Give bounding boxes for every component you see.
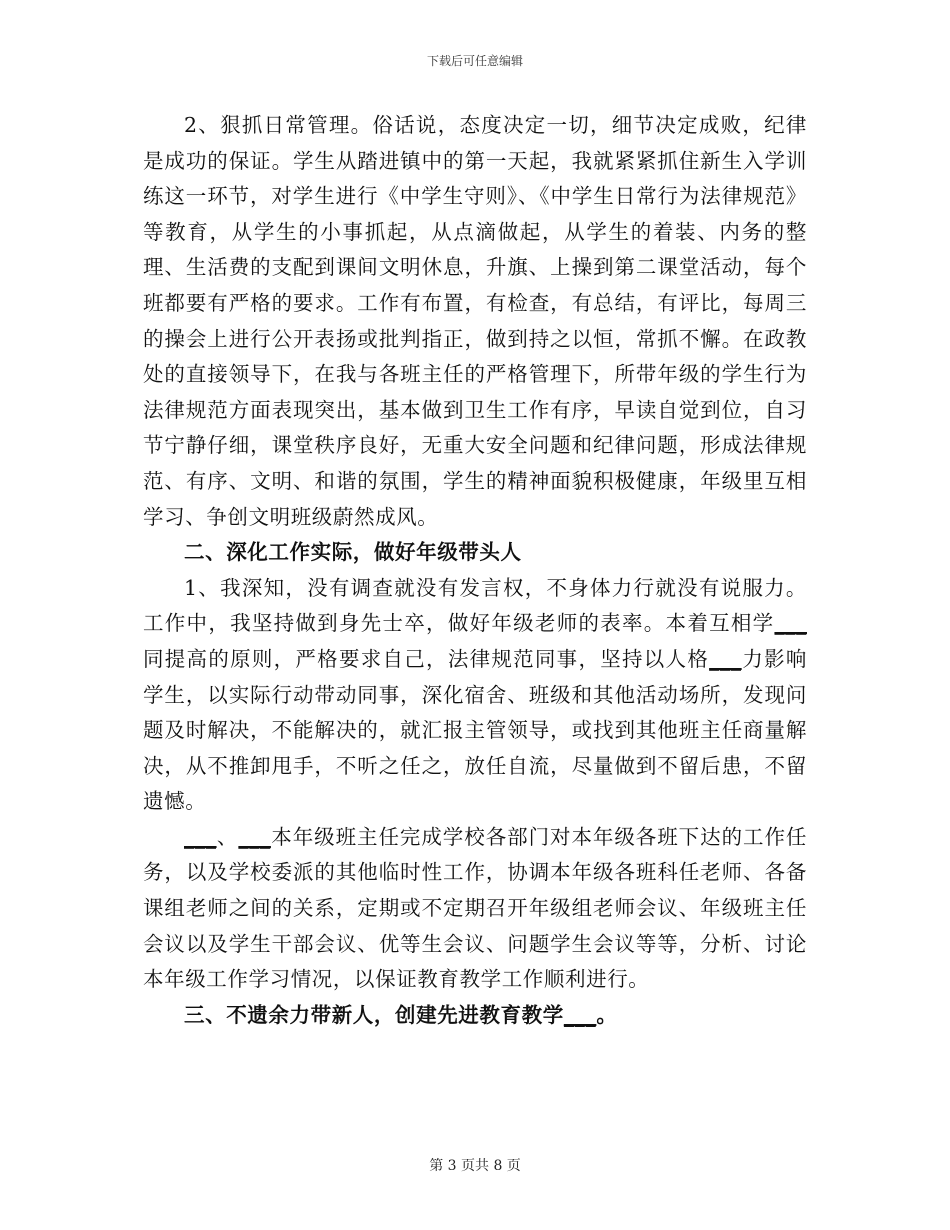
- heading-segment: 三、不遗余力带新人，创建先进教育教学: [184, 1002, 564, 1027]
- blank-fill: ___: [563, 1002, 597, 1027]
- blank-fill: ___: [184, 824, 217, 849]
- text-segment: 同提高的原则，严格要求自己，法律规范同事，坚持以人格: [143, 646, 710, 671]
- blank-fill: ___: [774, 611, 807, 636]
- text-segment: 、: [216, 824, 239, 849]
- section-heading-3: [143, 998, 807, 1034]
- text-segment: 本年级班主任完成学校各部门对本年级各班下达的工作任务，以及学校委派的其他临时性工作，协调本年级各班科任老师、各备课组老师之间的关系，定期或不定期召开年级组老师会议、年级班主任会议以及学生干部会议、优等生会议、问题学生会议等等，分析、讨论本年级工作学习情况，以保证教育教学工作顺利进行。: [143, 824, 807, 992]
- page-header: 下载后可任意编辑: [426, 54, 523, 68]
- blank-fill: ___: [709, 646, 742, 671]
- text-segment: 1、我深知，没有调查就没有发言权，不身体力行就没有说服力。工作中，我坚持做到身先士卒，做好年级老师的表率。本着互相学: [143, 575, 807, 636]
- section-heading-2: 二、深化工作实际，做好年级带头人: [184, 540, 522, 565]
- blank-fill: ___: [238, 824, 271, 849]
- paragraph-daily-management: 2、狠抓日常管理。俗话说，态度决定一切，细节决定成败，纪律是成功的保证。学生从踏进镇中的第一天起，我就紧紧抓住新生入学训练这一环节，对学生进行《中学生守则》、《中学生日常行为法律规范》等教育，从学生的小事抓起，从点滴做起，从学生的着装、内务的整理、生活费的支配到课间文明休息，升旗、上操到第二课堂活动，每个班都要有严格的要求。工作有布置，有检查，有总结，有评比，每周三的操会上进行公开表扬或批判指正，做到持之以恒，常抓不懈。在政教处的直接领导下，在我与各班主任的严格管理下，所带年级的学生行为法律规范方面表现突出，基本做到卫生工作有序，早读自觉到位，自习节宁静仔细，课堂秩序良好，无重大安全问题和纪律问题，形成法律规范、有序、文明、和谐的氛围，学生的精神面貌积极健康，年级里互相学习、争创文明班级蔚然成风。: [143, 113, 807, 529]
- page-footer: 第 3 页共 8 页: [429, 1158, 521, 1174]
- heading-segment: 。: [596, 1002, 618, 1027]
- paragraph-lead-by-example: [143, 571, 807, 820]
- text-segment: 力影响学生，以实际行动带动同事，深化宿舍、班级和其他活动场所，发现问题及时解决，不能解决的，就汇报主管领导，或找到其他班主任商量解决，从不推卸甩手，不听之任之，放任自流，尽量做到不留后患，不留遗憾。: [143, 646, 807, 814]
- document-body: [143, 108, 807, 1033]
- paragraph-coordination: [143, 820, 807, 998]
